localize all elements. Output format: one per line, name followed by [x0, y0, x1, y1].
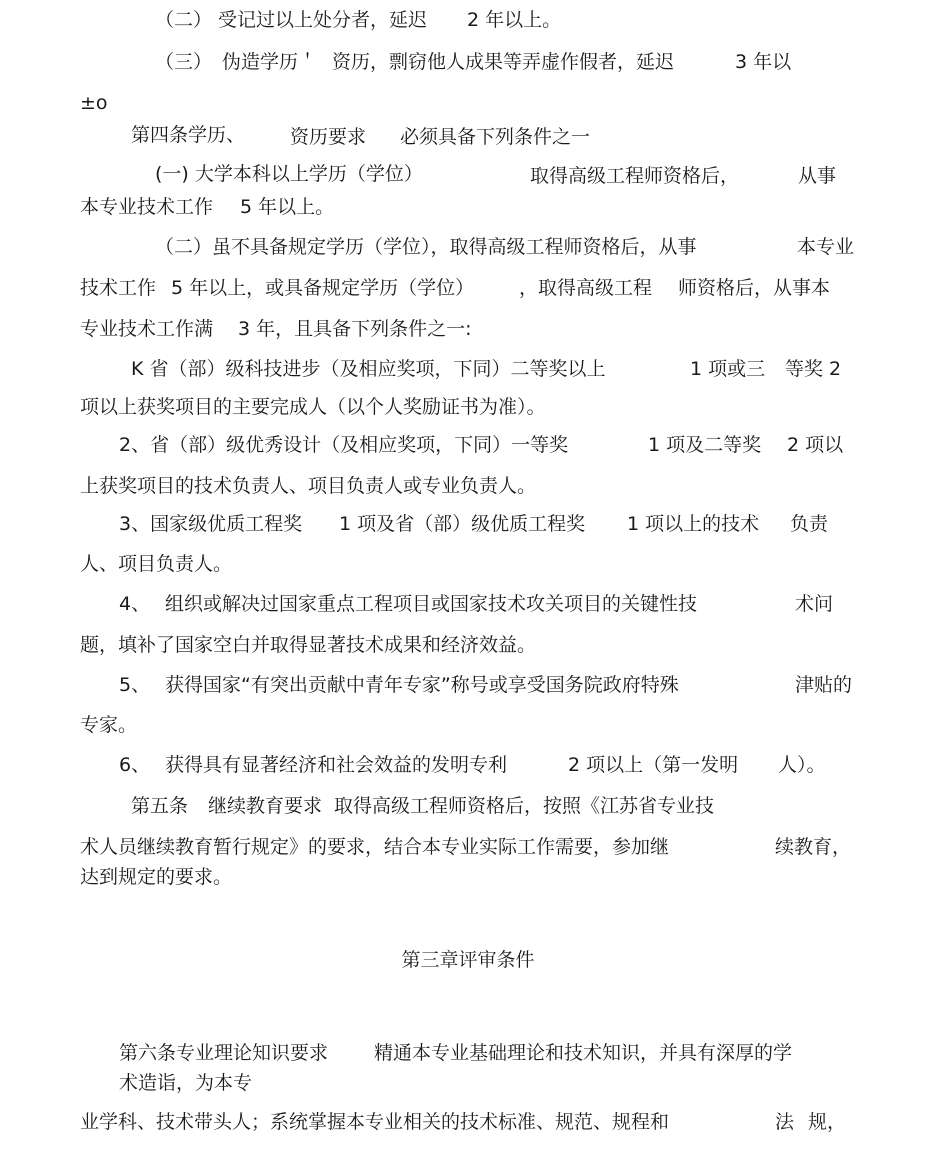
text-segment: 题，填补了国家空白并取得显著技术成果和经济效益。	[80, 634, 537, 656]
text-segment: 3、国家级优质工程奖	[119, 513, 303, 535]
text-segment: 精通本专业基础理论和技术知识，并具有深厚的学	[374, 1042, 793, 1064]
text-segment: 项以上获奖项目的主要完成人（以个人奖励证书为准）。	[80, 396, 546, 418]
text-segment: 组织或解决过国家重点工程项目或国家技术攻关项目的关键性技	[165, 593, 698, 615]
text-segment: 津贴的	[795, 674, 853, 696]
text-segment: 第四条学历、	[131, 124, 246, 146]
text-segment: 资历，剽窃他人成果等弄虚作假者，延迟	[332, 51, 675, 73]
text-segment: 3 年以	[735, 51, 792, 73]
text-segment: (一) 大学本科以上学历（学位）	[155, 163, 423, 185]
text-segment: 5 年以上。	[240, 196, 335, 218]
text-segment: 专家。	[80, 714, 138, 736]
text-segment: 第六条专业理论知识要求	[119, 1042, 329, 1064]
text-segment: 第五条	[131, 795, 189, 817]
text-segment: 取得高级工程师资格后，	[530, 165, 740, 187]
text-segment: 业学科、技术带头人；系统掌握本专业相关的技术标准、规范、规程和	[80, 1111, 670, 1133]
text-segment: 负责	[790, 513, 829, 535]
text-segment: 必须具备下列条件之一	[400, 126, 591, 148]
text-segment: 专业技术工作满	[80, 318, 214, 340]
text-segment: 1 项或三	[690, 358, 766, 380]
text-segment: 受记过以上处分者，延迟	[218, 9, 428, 31]
text-segment: 2 项以上（第一发明	[568, 754, 739, 776]
text-segment: K 省（部）级科技进步（及相应奖项，下同）二等奖以上	[131, 358, 606, 380]
text-segment: 本专业	[797, 236, 855, 258]
text-segment: 继续教育要求	[208, 795, 323, 817]
text-segment: 术问	[795, 593, 834, 615]
text-segment: 续教育，	[775, 836, 852, 858]
text-segment: 人）。	[778, 754, 826, 776]
text-segment: 4、	[119, 593, 151, 615]
text-segment: 6、	[119, 754, 151, 776]
text-segment: 法	[775, 1111, 795, 1133]
chapter-heading: 第三章评审条件	[401, 949, 535, 971]
text-segment: 2、省（部）级优秀设计（及相应奖项，下同）一等奖	[119, 434, 569, 456]
text-segment: （二）	[155, 9, 213, 31]
text-segment: ±o	[80, 92, 108, 114]
text-segment: 术人员继续教育暂行规定》的要求，结合本专业实际工作需要，参加继	[80, 836, 670, 858]
text-segment: 1 项及省（部）级优质工程奖	[339, 513, 586, 535]
text-segment: 5、	[119, 674, 151, 696]
text-segment: 获得国家“有突出贡献中青年专家”称号或享受国务院政府特殊	[165, 674, 679, 696]
text-segment: （二）虽不具备规定学历（学位），取得高级工程师资格后，从事	[155, 236, 697, 258]
text-segment: 5 年以上，或具备规定学历（学位）	[171, 277, 475, 299]
text-segment: 技术工作	[80, 277, 157, 299]
text-segment: 上获奖项目的技术负责人、项目负责人或专业负责人。	[80, 475, 537, 497]
text-segment: 伪造学历＇	[222, 51, 318, 73]
text-segment: 2 项以	[787, 434, 844, 456]
text-segment: 取得高级工程师资格后，按照《江苏省专业技	[334, 795, 715, 817]
text-segment: 1 项及二等奖	[648, 434, 762, 456]
text-segment: 术造诣，为本专	[119, 1072, 253, 1094]
text-segment: 师资格后，从事本	[678, 277, 831, 299]
text-segment: ，取得高级工程	[519, 277, 653, 299]
text-segment: 1 项以上的技术	[627, 513, 760, 535]
text-segment: 资历要求	[290, 126, 367, 148]
text-segment: 从事	[798, 165, 837, 187]
text-segment: 规，	[808, 1111, 847, 1133]
text-segment: 等奖 2	[785, 358, 842, 380]
text-segment: 获得具有显著经济和社会效益的发明专利	[165, 754, 508, 776]
text-segment: 人、项目负责人。	[80, 553, 233, 575]
text-segment: 本专业技术工作	[80, 196, 214, 218]
text-segment: 3 年，且具备下列条件之一:	[238, 318, 472, 340]
text-segment: （三）	[155, 51, 213, 73]
text-segment: 达到规定的要求。	[80, 866, 233, 888]
text-segment: 2 年以上。	[467, 9, 562, 31]
